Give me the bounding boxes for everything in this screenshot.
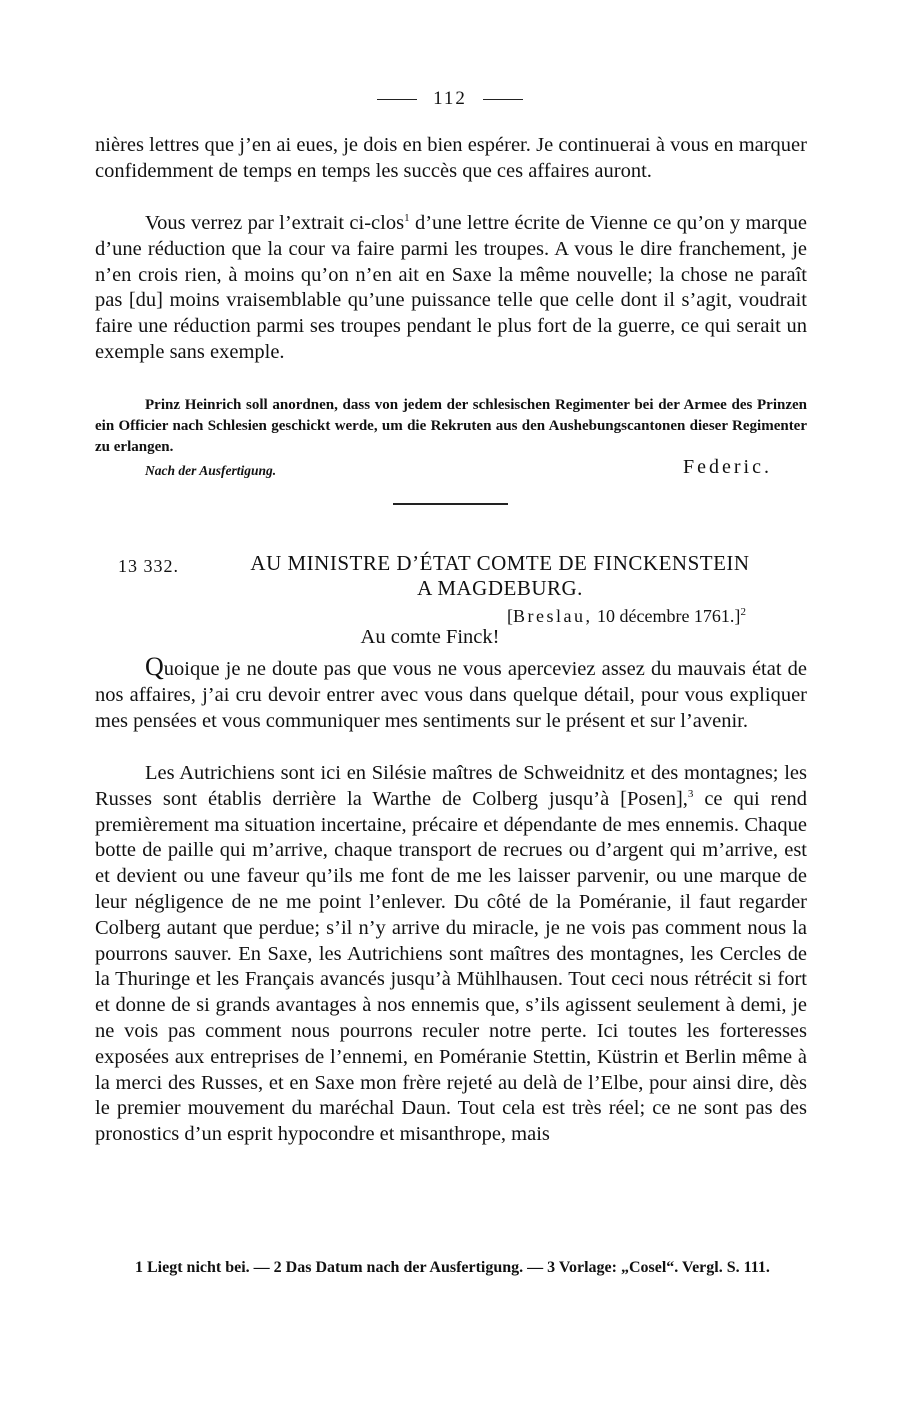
dateline-date: 10 décembre 1761.]	[592, 606, 741, 626]
footnote-ref-1: 1	[404, 212, 410, 225]
letter-number: 13 332.	[118, 556, 179, 576]
german-summary: Prinz Heinrich soll anordnen, dass von jedem der schlesischen Regimenter bei der Armee des Prinzen ein Officier nach Schlesien geschickt werde, um die Rekruten aus den Aushebungscantonen dieser Regimenter zu erlangen.	[95, 397, 807, 455]
quoique-text: uoique je ne doute pas que vous ne vous aperceviez assez du mauvais état de nos affaires, j’ai cru devoir entrer avec vous dans quelque détail, pour vous expliquer mes pensées et vous communiquer mes sentiments sur le présent et sur l’avenir.	[95, 658, 807, 732]
letter-heading-line-2: A MAGDEBURG.	[417, 576, 583, 600]
footnote-ref-3: 3	[687, 787, 694, 800]
autrichiens-paragraph	[95, 761, 807, 1148]
signature: Federic.	[683, 456, 772, 478]
autrichiens-text-before-note: Les Autrichiens sont ici en Silésie maîtres de Schweidnitz et des montagnes; les Russes sont établis derrière la Warthe de Colberg jusqu’à [Posen],	[95, 762, 807, 810]
salutation: Au comte Finck!	[360, 626, 500, 648]
initial-letter: Q	[145, 652, 164, 681]
letter-dateline	[507, 606, 746, 627]
vienne-paragraph	[95, 211, 807, 366]
page-number-header	[0, 88, 900, 110]
intro-paragraph: nières lettres que j’en ai eues, je dois en bien espérer. Je continuerai à vous en marquer confidemment de temps en temps les succès que ces affaires auront.	[95, 134, 807, 182]
letter-heading-line-1: AU MINISTRE D’ÉTAT COMTE DE FINCKENSTEIN	[250, 551, 750, 575]
page-number-left-rule	[377, 99, 417, 100]
section-separator	[393, 503, 508, 505]
vienne-text-before-note: Vous verrez par l’extrait ci-clos	[145, 212, 405, 234]
quoique-paragraph	[95, 652, 807, 734]
source-note: Nach der Ausfertigung.	[145, 463, 277, 478]
page-number: 112	[433, 88, 467, 109]
footnote-ref-2: 2	[740, 606, 746, 618]
page-number-right-rule	[483, 99, 523, 100]
vienne-text-after-note: d’une lettre écrite de Vienne ce qu’on y marque d’une réduction que la cour va faire parmi les troupes. A vous le dire franchement, je n’en crois rien, à moins qu’on n’en ait en Saxe la même nouvelle; la chose ne paraît pas [du] moins vraisemblable qu’une puissance telle que celle dont il s’agit, voudrait faire une réduction parmi ses troupes pendant le plus fort de la guerre, ce qui serait un exemple sans exemple.	[95, 212, 807, 363]
autrichiens-text-after-note: ce qui rend premièrement ma situation incertaine, précaire et dépendante de mes ennemis. Chaque botte de paille qui m’arrive, chaque transport de recrues ou d’argent qui m’arrive, est et devient ou une faveur qu’ils me font de me les laisser parvenir, ou une marque de leur négligence de ne me point l’enlever. Du côté de la Poméranie, il faut regarder Colberg autant que perdue; s’il n’y arrive du miracle, je ne vois pas comment nous la pourrons sauver. En Saxe, les Autrichiens sont maîtres des montagnes, les Cercles de la Thuringe et les Français avancés jusqu’à Mühlhausen. Tout ceci nous rétrécit si fort et donne de si grands avantages à nos ennemis que, s’ils agissent seulement à demi, je ne vois pas comment nous pourrons reculer notre perte. Ici toutes les forteresses exposées aux entreprises de l’ennemi, en Poméranie Stettin, Küstrin et Berlin même à la merci des Russes, et en Saxe mon frère rejeté au delà de l’Elbe, pour ainsi dire, dès le premier mouvement du maréchal Daun. Tout cela est très réel; ce ne sont pas des pronostics d’un esprit hypocondre et misanthrope, mais	[95, 787, 807, 1146]
footnotes: 1 Liegt nicht bei. — 2 Das Datum nach der Ausfertigung. — 3 Vorlage: „Cosel“. Vergl. S. 111.	[135, 1259, 770, 1276]
dateline-open-bracket: [	[507, 606, 513, 626]
dateline-place: Breslau,	[513, 606, 593, 626]
